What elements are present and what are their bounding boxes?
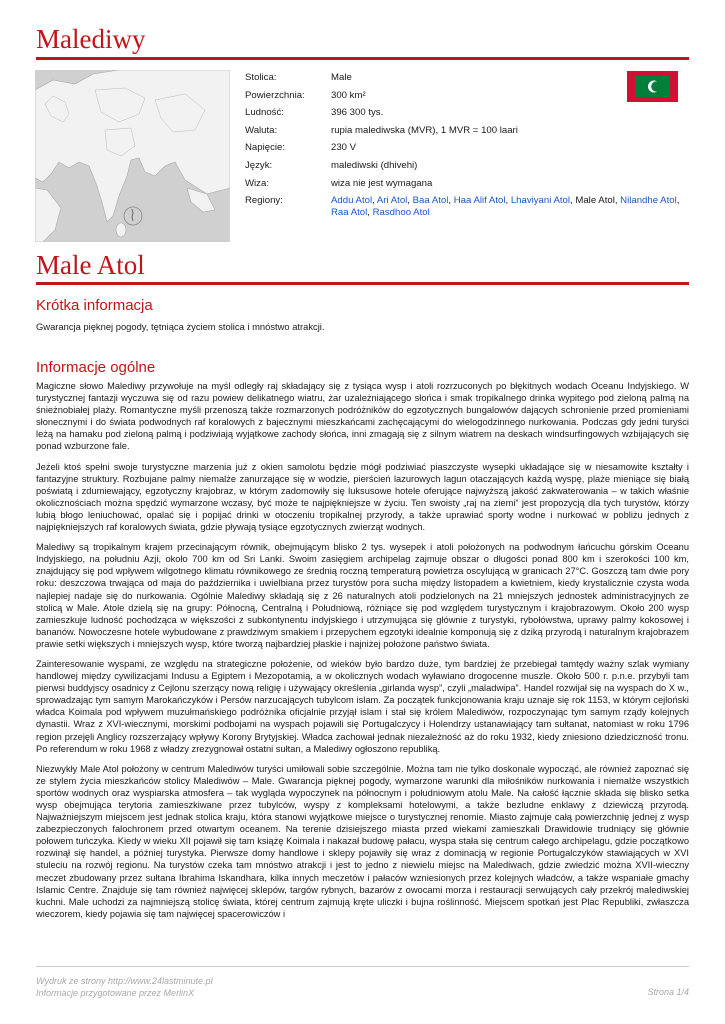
fact-row [245, 142, 690, 154]
fact-label: Wiza: [245, 177, 269, 189]
general-info-body [36, 380, 689, 928]
fact-row [245, 160, 690, 172]
fact-value: rupia malediwska (MVR), 1 MVR = 100 laari [331, 124, 518, 136]
general-info-paragraph: Jeżeli ktoś spełni swoje turystyczne marzenia już z okien samolotu będzie mógł podziwiać piaszczyste wysepki układające się w niesamowite kształty i fantazyjne struktury. Rozbujane palmy niemalże zanurzające się w wodzie, pierścień lazurowych lagun otaczających każdą wyspę, plaże mieniące się białą poświatą i zdumiewający, egzotyczny krajobraz, w którym zadomowiły się luksusowe hotele oferujące najwyższą jakość zakwaterowania – w takich właśnie okolicznościach można spędzić wymarzone wczasy, być może te najpiękniejsze w życiu. Ten swoisty „raj na ziemi” jest propozycją dla tych turystów, którzy lubią błogo leniuchować, opalać się i popijać drinki w otoczeniu tropikalnej przyrody, a także uprawiać sporty wodne i nurkować w pobliżu jednych z najpiękniejszych raf koralowych świata, gdzie pływają tysiące egzotycznych zwierząt wodnych. [36, 461, 689, 533]
region-link-haa-alif[interactable]: Haa Alif Atol [453, 195, 506, 207]
fact-value: wiza nie jest wymagana [331, 177, 433, 189]
footer-divider [36, 966, 689, 967]
fact-row-regions [245, 195, 690, 219]
region-link-lhaviyani[interactable]: Lhaviyani Atol [510, 195, 571, 207]
footer-credit: Informacje przygotowane przez MerlinX [36, 988, 195, 998]
city-title-divider [36, 282, 689, 285]
region-link-baa[interactable]: Baa Atol [412, 195, 449, 207]
regions-label: Regiony: [245, 195, 283, 207]
fact-row [245, 125, 690, 137]
fact-label: Powierzchnia: [245, 89, 305, 101]
region-link-raa[interactable]: Raa Atol [331, 207, 368, 219]
short-info-heading: Krótka informacja [36, 297, 153, 314]
fact-value: malediwski (dhivehi) [331, 159, 418, 171]
page-number: Strona 1/4 [647, 987, 689, 997]
fact-value: 230 V [331, 142, 357, 154]
regions-list: Addu Atol, Ari Atol, Baa Atol, Haa Alif Atol, Lhaviyani Atol, Male Atol, Nilandhe Atol, Raa Atol, Rasdhoo Atol [331, 195, 680, 219]
fact-value: Male [331, 72, 352, 83]
short-info-text: Gwarancja pięknej pogody, tętniąca życiem stolica i mnóstwo atrakcji. [36, 321, 325, 332]
title-divider [36, 57, 689, 60]
general-info-heading: Informacje ogólne [36, 359, 156, 376]
region-link-ari[interactable]: Ari Atol [376, 195, 408, 207]
region-link-rasdhoo[interactable]: Rasdhoo Atol [372, 207, 430, 219]
country-title: Malediwy [36, 24, 146, 54]
footer [36, 975, 213, 999]
fact-label: Waluta: [245, 124, 278, 136]
fact-label: Napięcie: [245, 142, 285, 154]
region-current-male: Male Atol [575, 195, 615, 207]
city-title: Male Atol [36, 250, 145, 280]
region-link-nilandhe[interactable]: Nilandhe Atol [620, 195, 677, 207]
fact-label: Stolica: [245, 72, 277, 83]
general-info-paragraph: Zainteresowanie wyspami, ze względu na strategiczne położenie, od wieków było bardzo duże, tym bardziej że przebiegał tamtędy ważny szlak wymiany handlowej między cywilizacjami Indusu a Egiptem i Mezopotamią, a w okolicznych wodach wyławiano drogocenne muszle. Około 500 r. p.n.e. przybyli tam pierwsi buddyjscy osadnicy z Cejlonu szerzący nową religię i używający określenia „girlanda wysp”, czyli „maladwipa”. Handel rozwijał się na wyspach do X w., sprowadzając tym samym Marokańczyków i Persów narzucających tubylcom islam. Za początek funkcjonowania kraju uznaje się rok 1153, w którym cejloński władca Koimala pod wpływem muzułmańskiego podróżnika oficjalnie przyjął islam i stał się królem Malediwów, rozpoczynając tym samym rządy kolejnych dynastii. Wraz z XVI-wiecznymi, morskimi podbojami na wyspach pojawili się Portugalczycy i Holendrzy ustanawiający tam sułtanat, natomiast w roku 1796 region przejęli Anglicy rozszerzający wpływy Korony Brytyjskiej. Władca zachował jednak niezależność aż do roku 1932, kiedy zniesiono dziedziczność tronu. Po referendum w roku 1968 z władzy zrezygnował ostatni sułtan, a Malediwy ogłoszono republiką. [36, 658, 689, 754]
fact-row [245, 90, 690, 102]
fact-label: Język: [245, 159, 273, 171]
maldives-flag-icon [627, 71, 678, 102]
fact-value: 300 km² [331, 89, 366, 101]
general-info-paragraph: Malediwy są tropikalnym krajem przecinającym równik, obejmującym blisko 2 tys. wysepek i atoli położonych na podwodnym łańcuchu górskim Oceanu Indyjskiego, na południu Azji, około 700 km od Sri Lanki. Swoim zasięgiem archipelag zajmuje obszar o długości ponad 800 km i szerokości 100 km, znajdujący się pod wpływem wilgotnego klimatu równikowego ze średnią roczną temperaturą powietrza oscylującą w granicach 27°C. Goszczą tam dwie pory roku: deszczowa trwająca od maja do października i uwielbiana przez turystów pora sucha między listopadem a kwietniem, kiedy krystalicznie czysta woda najlepiej nadaje się do nurkowania. Ogólnie Malediwy składają się z 26 naturalnych atoli podzielonych na 21 mniejszych jednostek administracyjnych ze stolicą w Male. Atole dzielą się na grupy: Północną, Centralną i Południową, różniące się pod względem turystycznym i krajobrazowym. Około 200 wysp zamieszkuje ludność pochodząca w większości z subkontynentu indyjskiego i utrzymująca się głównie z turystyki, rybołówstwa, uprawy palmy kokosowej i bananów. Nowoczesne hotele wybudowane z prawdziwym smakiem i przepychem egzotyki idealnie komponują się z dziką przyrodą i naturalnym krajobrazem prawie setki większych i mniejszych wysp, które tworzą najbardziej płaskie i najniżej położone państwo świata. [36, 542, 689, 649]
fact-row [245, 72, 690, 84]
fact-row [245, 178, 690, 190]
footer-source: Wydruk ze strony http://www.24lastminute.pl [36, 976, 213, 986]
region-map [35, 70, 230, 242]
general-info-paragraph: Magiczne słowo Malediwy przywołuje na myśl odległy raj składający się z tysiąca wysp i atoli rozrzuconych po błękitnych wodach Oceanu Indyjskiego. W turystycznej fantazji wyczuwa się od razu powiew delikatnego wiatru, żar uzależniającego słońca i smak tropikalnego drinka wypitego pod zieloną palmą na śnieżnobiałej plaży. Romantyczne myśli przenoszą także rozmarzonych podróżników do egzotycznych bungalowów dających schronienie przed promieniami słonecznymi i do świata podwodnych raf koralowych z bajecznymi mieszkańcami zachęcającymi do wielogodzinnego nurkowania. Podczas gdy jedni turyści leżą na hamaku pod zieloną palmą i podziwiają wyjątkowe zachody słońca, inni zmagają się z silnym wiatrem na deskach windsurfingowych wzbijających się ponad wzburzone fale. [36, 381, 689, 452]
region-link-addu[interactable]: Addu Atol [331, 195, 373, 207]
fact-value: 396 300 tys. [331, 107, 384, 119]
facts-table [245, 72, 690, 225]
general-info-paragraph: Niezwykły Male Atol położony w centrum Malediwów turyści umiłowali sobie szczególnie. Można tam nie tylko doskonale wypocząć, ale również zapoznać się ze stylem życia mieszkańców stolicy Malediwów – Male. Gwarancja pięknej pogody, wymarzone warunki dla miłośników nurkowania i niemalże wszystkich sportów wodnych oraz wyspiarska atmosfera – tak wygląda wypoczynek na północnym i południowym atolu Male. Na całość łącznie składa się blisko setka wysp obejmująca terytoria zamieszkiwane przez tubylców, wyspy z kompleksami hotelowymi, a także bezludne enklawy z dziewiczą przyrodą. Najważniejszym miejscem jest jednak stolica kraju, która stanowi wyjątkowe miejsce o turystycznej renomie. Miasto zajmuje całą powierzchnię jednej z wysp zabezpieczonych falochronem przed otwartym oceanem. Na terenie dzisiejszego miasta przed wiekami zamieszkali Drawidowie trudniący się głównie połowem tuńczyka. Kiedy w wieku XII pojawił się tam książę Koimala i nakazał budowę pałacu, wyspa stała się centrum całego archipelagu, gdzie początkowo rozwinął się handel, a później turystyka. Pierwsze domy handlowe i sklepy pojawiły się wraz z dominacją w regionie Portugalczyków stawiających w XVI stuleciu na rozwój regionu. Na turystów czeka tam mnóstwo atrakcji i jest to jedno z niewielu miejsc na Malediwach, gdzie zwiedzić można XVII-wieczny meczet zbudowany przez sułtana Ibrahima Iskandhara, kilka innych meczetów i pałaców wzniesionych przez kolejnych władców, a także wspaniałe gmachy Islamic Centre. Znajduje się tam również najwięcej sklepów, targów rybnych, bazarów z owocami morza i restauracji serwujących cały przekrój malediwskiej kuchni. Male uchodzi za najmniejszą stolicę świata, której centrum zajmują kręte uliczki i bujna roślinność. Miejscem spotkań jest Plac Republiki, zwłaszcza wieczorem, kiedy pojawia się tam najwięcej spacerowiczów i [36, 763, 689, 919]
fact-label: Ludność: [245, 107, 284, 119]
fact-row [245, 107, 690, 119]
